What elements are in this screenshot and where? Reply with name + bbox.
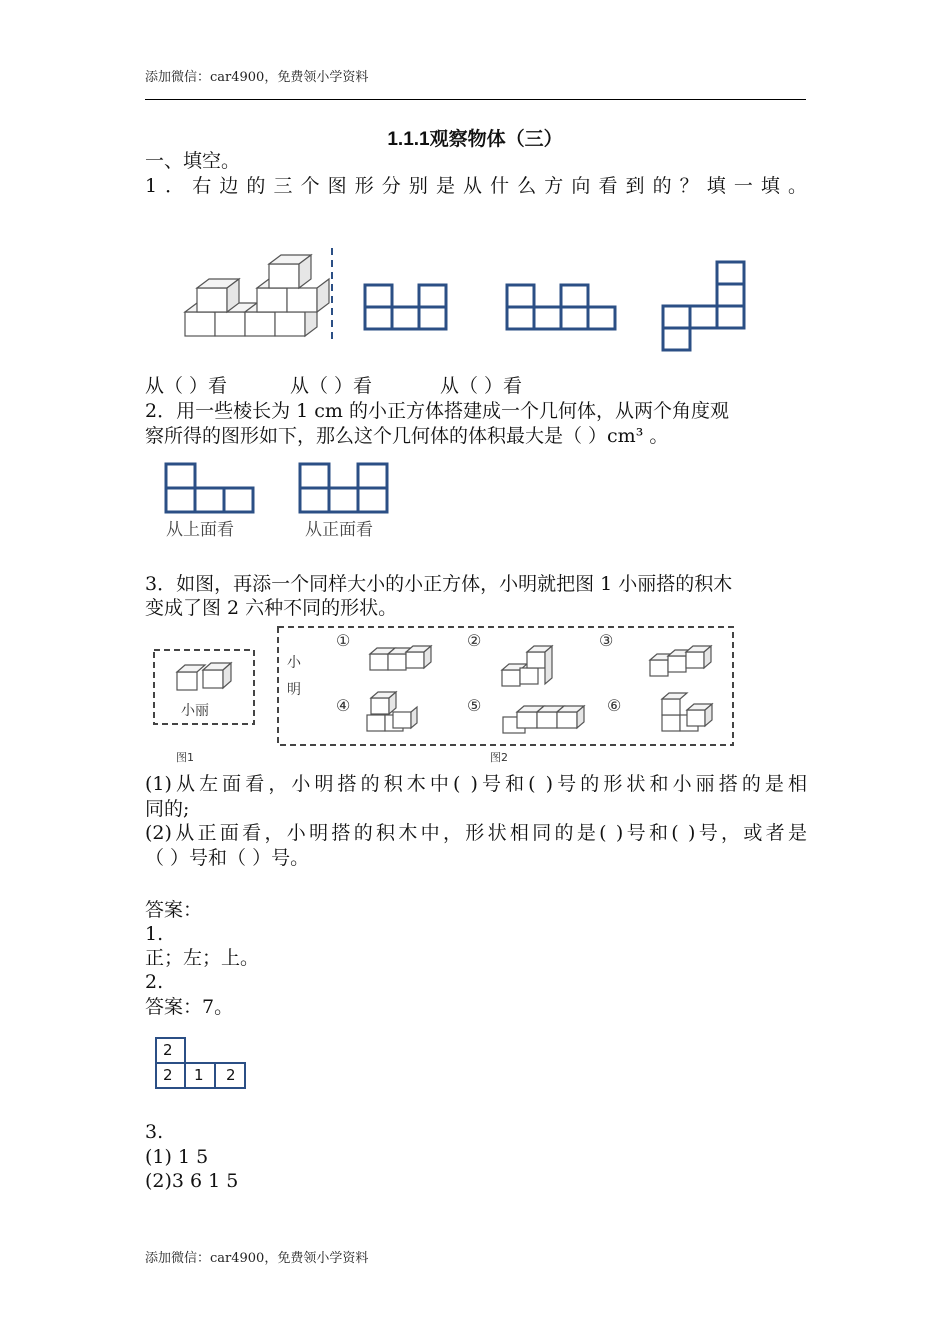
answer-2-number: 2. [145, 971, 164, 993]
shape-2 [502, 646, 552, 686]
fig2-label: 图2 [490, 751, 508, 764]
fig1-label: 图1 [176, 751, 194, 764]
q1-figure [175, 240, 785, 360]
answer-2: 答案：7。 [145, 996, 234, 1018]
shape-num-3: ③ [599, 631, 614, 650]
q2-front-view [300, 464, 387, 512]
grid-cell-3: 2 [226, 1066, 236, 1084]
q2-line-2: 察所得的图形如下，那么这个几何体的体积最大是（ ）cm³ 。 [145, 425, 669, 447]
grid-cell-2: 1 [194, 1066, 204, 1084]
q3-sub2-line-1: (2)从正面看，小明搭的积木中，形状相同的是( )号和( )号，或者是 [145, 822, 807, 844]
grid-cell-1: 2 [163, 1066, 173, 1084]
answer-3-number: 3. [145, 1121, 164, 1143]
page-header: 添加微信：car4900，免费领小学资料 [145, 70, 369, 85]
xiaoli-blocks [177, 663, 231, 690]
q3-line-1: 3．如图，再添一个同样大小的小正方体，小明就把图 1 小丽搭的积木 [145, 573, 733, 595]
q2-top-view [166, 464, 253, 512]
page-footer: 添加微信：car4900，免费领小学资料 [145, 1251, 369, 1266]
shape-3 [650, 646, 711, 676]
q1-blank-1[interactable]: 从（ ）看 [145, 375, 228, 397]
q3-figure [145, 622, 745, 767]
answer-3-part-2: (2)3 6 1 5 [145, 1170, 239, 1192]
shape-num-1: ① [336, 631, 351, 650]
shape-6 [662, 693, 712, 731]
q2-line-1: 2．用一些棱长为 1 cm 的小正方体搭建成一个几何体，从两个角度观 [145, 400, 729, 422]
shape-5 [503, 706, 584, 733]
answers-heading: 答案： [145, 899, 203, 921]
shape-num-6: ⑥ [607, 696, 622, 715]
q1-blank-3[interactable]: 从（ ）看 [440, 375, 523, 397]
q1-view-3 [663, 262, 744, 350]
shape-4 [367, 692, 417, 731]
shape-num-5: ⑤ [467, 696, 482, 715]
shape-num-4: ④ [336, 696, 351, 715]
q2-label-top: 从上面看 [166, 520, 234, 540]
q1-text: 1．右边的三个图形分别是从什么方向看到的？填一填。 [145, 175, 807, 197]
answer-1: 正；左；上。 [145, 947, 260, 969]
q1-3d-blocks [185, 255, 329, 336]
section-heading: 一、填空。 [145, 150, 241, 172]
xiaoli-label: 小丽 [181, 703, 209, 719]
answer-1-number: 1. [145, 923, 164, 945]
grid-cell-top: 2 [163, 1041, 173, 1059]
answer-3-part-1: (1) 1 5 [145, 1146, 209, 1168]
page-title: 1.1.1观察物体（三） [387, 129, 563, 150]
q1-view-2 [507, 285, 615, 329]
q3-sub1-line-1: (1)从左面看，小明搭的积木中( )号和( )号的形状和小丽搭的是相 [145, 773, 807, 795]
q1-view-1 [365, 285, 446, 329]
q2-label-front: 从正面看 [305, 520, 373, 540]
shape-1 [370, 646, 431, 670]
xiaoming-label-2: 明 [287, 682, 301, 698]
shape-num-2: ② [467, 631, 482, 650]
q3-line-2: 变成了图 2 六种不同的形状。 [145, 597, 398, 619]
q3-sub2-line-2: （ ）号和（ ）号。 [145, 847, 310, 869]
header-divider [145, 99, 806, 100]
xiaoming-label-1: 小 [287, 655, 301, 671]
q3-sub1-line-2: 同的; [145, 798, 190, 820]
q1-blank-2[interactable]: 从（ ）看 [290, 375, 373, 397]
